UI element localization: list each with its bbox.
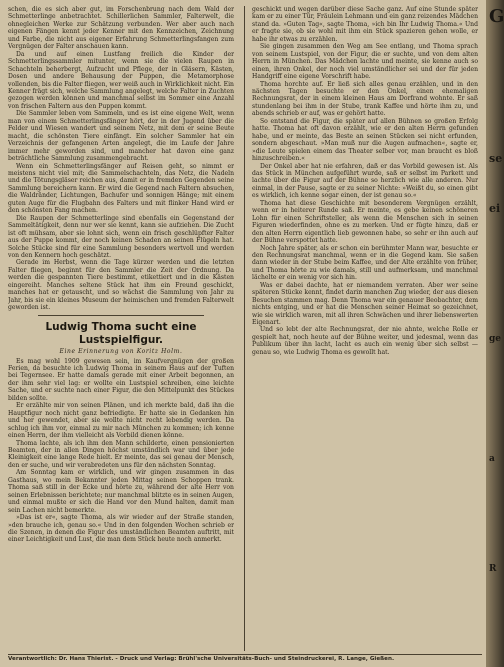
left-paragraph: Die Raupen der Schmetterlinge sind ebenfalls ein Gegenstand der Sammeltätigkeit, denn nur wer sie kennt, kann sie aufziehen. Die Zucht ist oft mühsam, aber sie lohnt sich, wenn ein frisch geschlüpfter Falter aus der Puppe kommt, der noch keinen Schaden an seinen Flügeln hat. Solche Stücke sind für eine Sammlung besonders wertvoll und werden von den Kennern hoch geschätzt.	[8, 214, 234, 259]
article-paragraph: Thoma lachte, als ich ihm den Mann schilderte, einen pensionierten Beamten, der in allen Dingen höchst umständlich war und über jede Kleinigkeit eine lange Rede hielt. Er meinte, das sei genau der Mensch, den er suche, und wir verabredeten uns für den nächsten Sonntag.	[8, 439, 234, 469]
article-paragraph: Am Sonntag kam er wirklich, und wir gingen zusammen in das Gasthaus, wo mein Bekannter jeden Mittag seinen Schoppen trank. Thoma saß still in der Ecke und hörte zu, während der alte Herr von seinen Erlebnissen berichtete; nur manchmal blitzte es in seinen Augen, und einmal mußte er sich die Hand vor den Mund halten, damit man sein Lachen nicht bemerkte.	[8, 469, 234, 514]
left-paragraph: Da und auf einen Lustfang freilich die Kinder der Schmetterlingssammler mitunter, wenn sie die vielen Raupen in Schachteln beherbergt, Aufzucht und Pflege, der in Gläsern, Kästen, Dosen und andere Behausung der Puppen, die Metamorphose vollenden, bis die Falter fliegen, wer weiß auch in Wirklichkeit nicht. Ein Kenner frägt sich, welche Sammlung angelegt, welche Falter in Zuchten gezogen werden können und manchmal selbst im Sommer eine Anzahl von frischen Faltern aus den Puppen kommt.	[8, 50, 234, 110]
left-paragraph: schen, die es sich aber gut, im Forschenbrung nach dem Wald der Schmetterlinge anbetrachtet. Schillerlichen Sammler, Falterwelt, die ohnegleichen Werke zur Schätzung verbunden. Wer aber auch nach eigenen Fängen kennt jeder Kenner mit den Kennzeichen, Zeichnung und Farbe, die nicht aus eigener Erfahrung Schmetterlingsfangen zum Vergnügen der Falter anschauen kann.	[8, 6, 234, 51]
right-paragraph: Was er dabei dachte, hat er niemandem verraten. Aber wer seine späteren Stücke kennt, findet darin manchen Zug wieder, der aus diesen Besuchen stammen mag. Denn Thoma war ein genauer Beobachter, dem nichts entging, und er hat die Menschen seiner Heimat so gezeichnet, wie sie wirklich waren, mit all ihren Schwächen und ihrer liebenswerten Eigenart.	[252, 281, 478, 327]
right-paragraph: So entstand die Figur, die später auf allen Bühnen so großen Erfolg hatte. Thoma hat oft davon erzählt, wie er den alten Herrn gefunden habe, und er meinte, das Beste an seinen Stücken sei nicht erfunden, sondern abgeschaut. »Man muß nur die Augen aufmachen«, sagte er, »die Leute spielen einem das Theater selber vor, man braucht es bloß hinzuschreiben.«	[252, 117, 478, 163]
article-paragraph: »Das ist er«, sagte Thoma, als wir wieder auf der Straße standen, »den brauche ich, genau so.« Und in den folgenden Wochen schrieb er die Szenen, in denen die Figur des umständlichen Beamten auftritt, mit einer Leichtigkeit und Lust, die man dem Stück heute noch anmerkt.	[8, 514, 234, 544]
adjacent-page-edge	[486, 0, 504, 667]
article-byline: Eine Erinnerung von Koritz Holm.	[59, 347, 183, 355]
edge-fragment: se	[489, 152, 503, 165]
right-paragraph: Noch Jahre später, als er schon ein berühmter Mann war, besuchte er den Rechnungsrat manchmal, wenn er in die Gegend kam. Sie saßen dann wieder in der Stube beim Kaffee, und der Alte erzählte von früher, und Thoma hörte zu wie damals, still und aufmerksam, und manchmal lächelte er ein wenig vor sich hin.	[252, 244, 478, 282]
left-paragraph: Wenn ein Schmetterlingsfänger auf Reisen geht, so nimmt er meistens nicht viel mit; die Sammelschachteln, das Netz, die Nadeln und die Tötungsgläser reichen aus, damit er in fremden Gegenden seine Sammlung bereichern kann. Er wird die Gegend nach Faltern absuchen, die Waldränder, Lichtungen, Bachufer und sonnigen Hänge; mit einem guten Auge für die Flugbahn des Falters und mit flinker Hand wird er den schönsten Fang machen.	[8, 162, 234, 215]
right-paragraph: Und so lebt der alte Rechnungsrat, der nie ahnte, welche Rolle er gespielt hat, noch heute auf der Bühne weiter, und jedesmal, wenn das Publikum über ihn lacht, lacht es auch ein wenig über sich selbst — genau so, wie Ludwig Thoma es gewollt hat.	[252, 326, 478, 356]
edge-fragment: ge	[489, 334, 502, 344]
right-column	[252, 6, 478, 651]
imprint-footer: Verantwortlich: Dr. Hans Thierist. - Druck und Verlag: Brühl'sche Universitäts-Buch- und Steindruckerei, R. Lange, Gießen.	[8, 654, 482, 663]
edge-fragment: a	[489, 454, 495, 464]
right-paragraph: Sie gingen zusammen den Weg am See entlang, und Thoma sprach von seinem Lustspiel, von der Figur, die er suchte, und von dem alten Herrn in München. Das Mädchen lachte und meinte, sie kenne auch so einen, ihren Onkel, der noch viel umständlicher sei und der für jeden Handgriff eine eigene Vorschrift habe.	[252, 43, 478, 81]
edge-fragment: ei	[489, 202, 501, 215]
edge-fragment: G	[489, 6, 504, 27]
article-paragraph: Er erzählte mir von seinen Plänen, und ich merkte bald, daß ihn die Hauptfigur noch nicht ganz befriedigte. Er hatte sie in Gedanken hin und her gewendet, aber sie wollte nicht recht lebendig werden. Da schlug ich ihm vor, einmal zu mir nach München zu kommen; ich kenne einen Herrn, der ihm vielleicht als Vorbild dienen könne.	[8, 402, 234, 440]
left-paragraph: Gerade im Herbst, wenn die Tage kürzer werden und die letzten Falter fliegen, beginnt für den Sammler die Zeit der Ordnung. Da werden die gespannten Tiere bestimmt, etikettiert und in die Kästen eingereiht. Manches seltene Stück hat ihm ein Freund geschickt, manches hat er getauscht, und so wächst die Sammlung von Jahr zu Jahr, bis sie ein kleines Museum der heimischen und fremden Falterwelt geworden ist.	[8, 259, 234, 312]
right-paragraph: Thoma hat diese Geschichte mit besonderem Vergnügen erzählt, wenn er in heiterer Runde saß. Er meinte, es gebe keinen schöneren Lohn für einen Schriftsteller, als wenn die Menschen sich in seinen Figuren wiederfinden, ohne es zu merken. Und er fügte hinzu, daß er den alten Herrn eigentlich lieb gewonnen habe, so sehr er ihn auch auf der Bühne verspottet hatte.	[252, 199, 478, 245]
left-paragraph: Die Sammler leben vom Sammeln, und es ist eine eigene Welt, wenn man von einem Schmetterlingsfänger hört, der in der Jugend über die Felder und Wiesen wandert und seinem Netz, mit dem er seine Beute macht, die schönsten Tiere einfängt. Ein solcher Sammler hat ein Verzeichnis der gefangenen Arten angelegt, die im Laufe der Jahre immer mehr geworden sind, und mancher hat davon eine ganz beträchtliche Sammlung zusammengebracht.	[8, 110, 234, 163]
article-paragraph: Es mag wohl 1909 gewesen sein, im Kaufvergnügen der großen Ferien, da besuchte ich Ludwig Thoma in seinem Haus auf der Tuften bei Tegernsee. Er hatte damals gerade mit einer Arbeit begonnen, an der ihm sehr viel lag: er wollte ein Lustspiel schreiben, eine leichte Sache, und er suchte nach einer Figur, die den Mittelpunkt des Stückes bilden sollte.	[8, 357, 234, 402]
section-rule	[38, 315, 204, 316]
right-paragraph: Thoma horchte auf. Er ließ sich alles genau erzählen, und in den nächsten Tagen besuchte er den Onkel, einen ehemaligen Rechnungsrat, der in einem kleinen Haus am Dorfrand wohnte. Er saß stundenlang bei ihm in der Stube, trank Kaffee und hörte ihm zu, und abends schrieb er auf, was er gehört hatte.	[252, 80, 478, 118]
right-paragraph: geschickt und wegen darüber diese Sache ganz. Auf eine Stunde später kam er zu einer Tür, Fräulein Lehmann und ein ganz reizendes Mädchen stand da. »Guten Tag«, sagte Thoma, »ich bin Ihr Ludwig Thoma.« Und er fragte sie, ob sie wohl mit ihm ein Stück spazieren gehen wolle, er habe ihr etwas zu erzählen.	[252, 6, 478, 43]
edge-fragment: R	[489, 564, 497, 574]
left-column	[8, 6, 234, 651]
article-headline: Ludwig Thoma sucht eine Lustspielfigur.	[45, 320, 197, 346]
column-divider	[244, 6, 245, 651]
right-paragraph: Der Onkel aber hat nie erfahren, daß er das Vorbild gewesen ist. Als das Stück in München aufgeführt wurde, saß er selbst im Parkett und lachte über die Figur auf der Bühne so herzlich wie alle anderen. Nur einmal, in der Pause, sagte er zu seiner Nichte: »Weißt du, so einen gibt es wirklich, ich kenne sogar einen, der ist genau so.«	[252, 162, 478, 200]
